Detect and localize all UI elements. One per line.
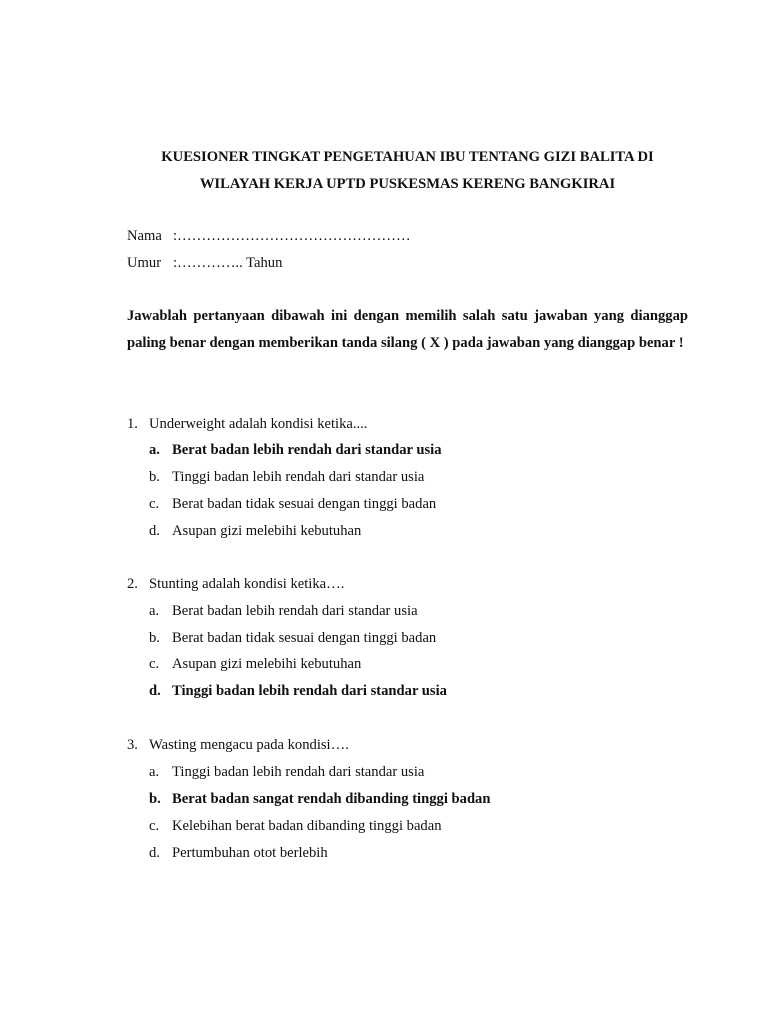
option-letter: a. bbox=[149, 764, 160, 780]
document-title bbox=[127, 144, 688, 198]
q3-option-d[interactable] bbox=[149, 843, 328, 863]
umur-field bbox=[127, 253, 282, 273]
option-letter: b. bbox=[149, 791, 161, 807]
question-1 bbox=[127, 414, 367, 434]
option-text: Asupan gizi melebihi kebutuhan bbox=[172, 656, 362, 672]
option-text: Tinggi badan lebih rendah dari standar usia bbox=[172, 469, 425, 485]
option-text: Tinggi badan lebih rendah dari standar usia bbox=[172, 764, 425, 780]
q2-option-a[interactable] bbox=[149, 601, 418, 621]
option-text: Berat badan lebih rendah dari standar usia bbox=[172, 442, 442, 458]
option-letter: b. bbox=[149, 469, 160, 485]
question-text: Stunting adalah kondisi ketika…. bbox=[149, 576, 345, 592]
q1-option-d[interactable] bbox=[149, 521, 361, 541]
q3-option-a[interactable] bbox=[149, 762, 424, 782]
question-3 bbox=[127, 735, 349, 755]
question-number: 1. bbox=[127, 416, 138, 432]
q2-option-b[interactable] bbox=[149, 628, 436, 648]
option-letter: b. bbox=[149, 630, 160, 646]
option-letter: c. bbox=[149, 818, 160, 834]
option-letter: d. bbox=[149, 845, 160, 861]
question-2 bbox=[127, 574, 344, 594]
q1-option-b[interactable] bbox=[149, 467, 424, 487]
q2-option-c[interactable] bbox=[149, 654, 361, 674]
option-text: Tinggi badan lebih rendah dari standar usia bbox=[172, 683, 447, 699]
option-text: Asupan gizi melebihi kebutuhan bbox=[172, 523, 362, 539]
option-letter: a. bbox=[149, 442, 160, 458]
option-letter: d. bbox=[149, 683, 161, 699]
instruction-text: Jawablah pertanyaan dibawah ini dengan memilih salah satu jawaban yang dianggap paling benar dengan memberikan tanda silang ( X ) pada jawaban yang dianggap benar ! bbox=[127, 308, 688, 351]
option-text: Berat badan sangat rendah dibanding tinggi badan bbox=[172, 791, 491, 807]
option-text: Kelebihan berat badan dibanding tinggi badan bbox=[172, 818, 442, 834]
option-letter: a. bbox=[149, 603, 160, 619]
nama-label: Nama bbox=[127, 228, 162, 244]
option-text: Pertumbuhan otot berlebih bbox=[172, 845, 328, 861]
umur-label: Umur bbox=[127, 255, 162, 271]
option-letter: c. bbox=[149, 656, 160, 672]
option-text: Berat badan tidak sesuai dengan tinggi badan bbox=[172, 496, 437, 512]
nama-blank: :………………………………………… bbox=[173, 228, 411, 244]
option-letter: d. bbox=[149, 523, 160, 539]
option-letter: c. bbox=[149, 496, 160, 512]
q3-option-b[interactable] bbox=[149, 789, 490, 809]
q3-option-c[interactable] bbox=[149, 816, 442, 836]
question-number: 2. bbox=[127, 576, 138, 592]
question-text: Wasting mengacu pada kondisi…. bbox=[149, 737, 349, 753]
option-text: Berat badan tidak sesuai dengan tinggi badan bbox=[172, 630, 437, 646]
nama-field bbox=[127, 226, 411, 246]
umur-blank: :………….. Tahun bbox=[173, 255, 283, 271]
title-line-1: KUESIONER TINGKAT PENGETAHUAN IBU TENTANG GIZI BALITA DI bbox=[161, 149, 654, 165]
question-text: Underweight adalah kondisi ketika.... bbox=[149, 416, 368, 432]
title-line-2: WILAYAH KERJA UPTD PUSKESMAS KERENG BANGKIRAI bbox=[199, 176, 616, 192]
option-text: Berat badan lebih rendah dari standar usia bbox=[172, 603, 418, 619]
q1-option-a[interactable] bbox=[149, 440, 442, 460]
q1-option-c[interactable] bbox=[149, 494, 436, 514]
q2-option-d[interactable] bbox=[149, 681, 447, 701]
question-number: 3. bbox=[127, 737, 138, 753]
